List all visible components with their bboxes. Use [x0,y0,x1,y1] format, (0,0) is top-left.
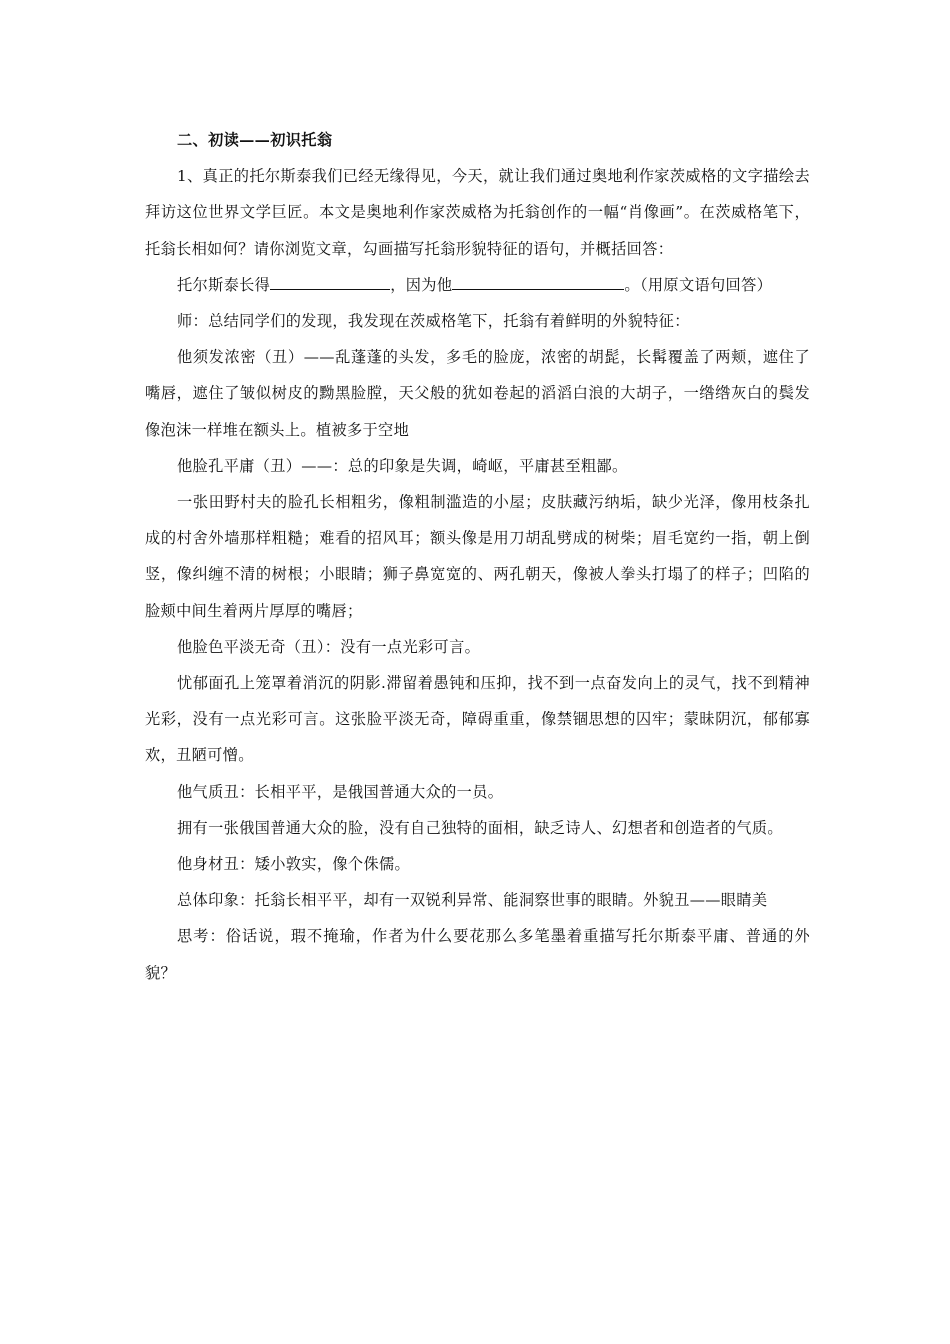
answer-blank-2 [452,272,624,290]
fill-in-blank-paragraph [145,267,810,303]
hair-paragraph: 他须发浓密（丑）——乱蓬蓬的头发，多毛的脸庞，浓密的胡髭，长髯覆盖了两颊，遮住了嘴唇，遮住了皱似树皮的黝黑脸膛，天父般的犹如卷起的滔滔白浪的大胡子，一绺绺灰白的鬓发像泡沫一样堆在额头上。植被多于空地 [145,348,810,439]
overall-impression: 总体印象：托翁长相平平，却有一双锐利异常、能洞察世事的眼睛。外貌丑——眼睛美 [177,891,768,910]
section-heading: 二、初读——初识托翁 [177,131,333,149]
figure-heading: 他身材丑：矮小敦实，像个侏儒。 [177,855,411,874]
document-body [145,122,810,991]
thinking-question: 思考：俗话说，瑕不掩瑜，作者为什么要花那么多笔墨着重描写托尔斯泰平庸、普通的外貌？ [145,927,810,982]
color-heading: 他脸色平淡无奇（丑）：没有一点光彩可言。 [177,637,481,656]
color-detail-paragraph: 忧郁面孔上笼罩着消沉的阴影.滞留着愚钝和压抑，找不到一点奋发向上的灵气，找不到精神光彩，没有一点光彩可言。这张脸平淡无奇，障碍重重，像禁锢思想的囚牢；蒙昧阴沉，郁郁寡欢，丑陋可憎。 [145,674,810,765]
question-paragraph: 1、真正的托尔斯泰我们已经无缘得见，今天，就让我们通过奥地利作家茨威格的文字描绘去拜访这位世界文学巨匠。本文是奥地利作家茨威格为托翁创作的一幅“肖像画”。在茨威格笔下，托翁长相如何？请你浏览文章，勾画描写托翁形貌特征的语句，并概括回答： [145,167,810,258]
fill-middle: ，因为他 [390,275,453,294]
face-heading: 他脸孔平庸（丑）——：总的印象是失调，崎岖，平庸甚至粗鄙。 [177,456,628,475]
teacher-summary: 师：总结同学们的发现，我发现在茨威格笔下，托翁有着鲜明的外貌特征： [177,312,690,331]
answer-blank-1 [270,272,390,290]
face-detail-paragraph: 一张田野村夫的脸孔长相粗劣，像粗制滥造的小屋；皮肤藏污纳垢，缺少光泽，像用枝条扎成的村舍外墙那样粗糙；难看的招风耳；额头像是用刀胡乱劈成的树柴；眉毛宽约一指，朝上倒竖，像纠缠不清的树根；小眼睛；狮子鼻宽宽的、两孔朝天，像被人拳头打塌了的样子；凹陷的脸颊中间生着两片厚厚的嘴唇； [145,493,810,620]
fill-suffix: 。（用原文语句回答） [624,275,773,294]
temperament-detail-paragraph: 拥有一张俄国普通大众的脸，没有自己独特的面相，缺乏诗人、幻想者和创造者的气质。 [177,818,783,837]
temperament-heading: 他气质丑：长相平平，是俄国普通大众的一员。 [177,782,504,801]
fill-prefix: 托尔斯泰长得 [177,275,271,294]
